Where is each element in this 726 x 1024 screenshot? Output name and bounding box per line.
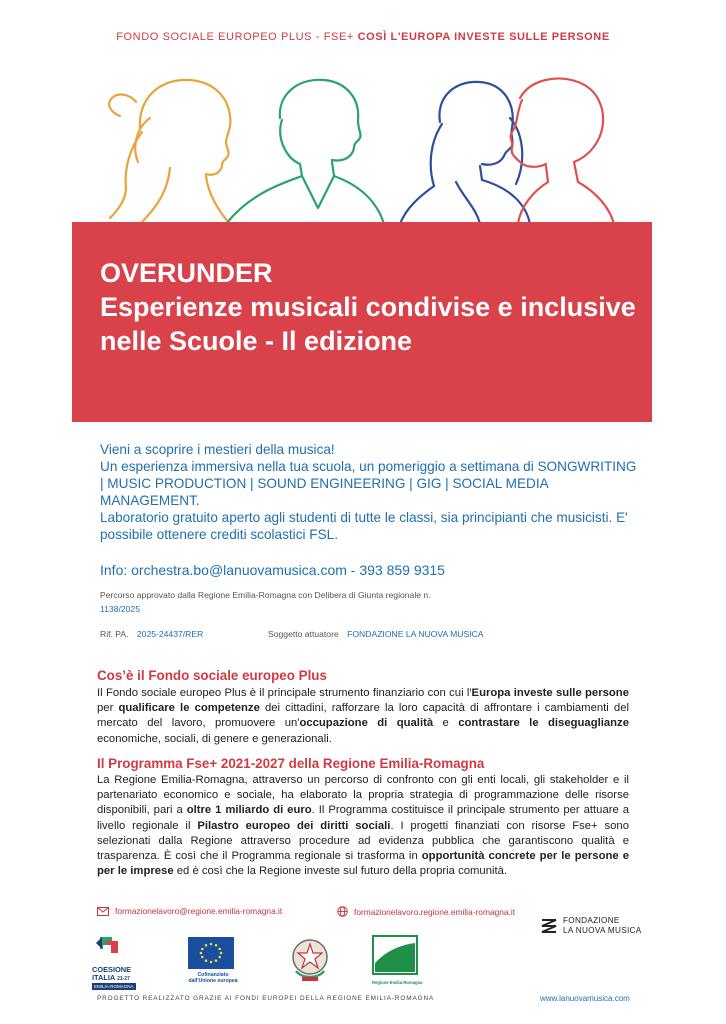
fondazione-line2: LA NUOVA MUSICA bbox=[563, 926, 642, 935]
coesione-mark-icon bbox=[92, 935, 122, 957]
globe-icon bbox=[337, 906, 348, 917]
section2-body bbox=[97, 773, 629, 879]
s1-text: per bbox=[97, 702, 119, 715]
approval-note bbox=[100, 588, 520, 616]
top-header bbox=[0, 31, 726, 43]
soggetto-attuatore bbox=[268, 629, 484, 639]
partner-logos bbox=[92, 935, 432, 991]
email-link[interactable]: formazionelavoro@regione.emilia-romagna.it bbox=[115, 906, 283, 916]
intro-p3: Laboratorio gratuito aperto agli studenti di tutte le classi, sia principianti che musicisti. E' possibile ottenere crediti scolastici FSL. bbox=[100, 510, 628, 542]
s1-text: e bbox=[433, 717, 459, 730]
mail-icon bbox=[97, 907, 109, 916]
coesione-band: EMILIA-ROMAGNA bbox=[92, 983, 136, 990]
s1-text: economiche, sociali, di genere e generazionali. bbox=[97, 732, 332, 745]
approval-number: 1138/2025 bbox=[100, 604, 140, 614]
header-prefix: FONDO SOCIALE EUROPEO PLUS - FSE+ bbox=[116, 31, 354, 43]
person-green-icon bbox=[226, 80, 384, 224]
coesione-line2: ITALIA bbox=[92, 973, 115, 982]
section2-title: Il Programma Fse+ 2021-2027 della Regione Emilia-Romagna bbox=[97, 756, 485, 771]
intro-p2: Un esperienza immersiva nella tua scuola, un pomeriggio a settimana di SONGWRITING | MUSIC PRODUCTION | SOUND ENGINEERING | GIG | SOCIAL MEDIA MANAGEMENT. bbox=[100, 459, 637, 508]
coesione-line1: COESIONE bbox=[92, 965, 132, 974]
footer-url-link[interactable]: www.lanuovamusica.com bbox=[540, 994, 630, 1003]
s2-bold: opportunità concrete per le persone e per le imprese bbox=[97, 850, 629, 878]
people-line-illustration bbox=[80, 58, 620, 224]
coesione-years: 21-27 bbox=[117, 976, 130, 982]
fondazione-logo bbox=[541, 916, 642, 936]
approval-text: Percorso approvato dalla Regione Emilia-Romagna con Delibera di Giunta regionale n. bbox=[100, 590, 431, 600]
rif-pa-row bbox=[100, 629, 660, 639]
title-line-2: Esperienze musicali condivise e inclusive nelle Scuole - Il edizione bbox=[100, 292, 636, 356]
s2-text: . I progetti finanziati con risorse Fse+ sono selezionati dalla Regione attraverso procedure ad evidenza pubblica che garantiscono qualità e trasparenza. È così che il Programma regionale si trasforma in bbox=[97, 819, 629, 863]
fondazione-mark-icon bbox=[541, 917, 557, 935]
s1-text: Il Fondo sociale europeo Plus è il principale strumento finanziario con cui l' bbox=[97, 687, 472, 699]
sogg-label: Soggetto attuatore bbox=[268, 629, 339, 639]
eu-line2: dall'Unione europea bbox=[188, 978, 238, 984]
section1-body bbox=[97, 686, 629, 747]
web-contact[interactable] bbox=[337, 906, 515, 917]
s1-bold: contrastare le diseguaglianze bbox=[458, 717, 629, 730]
person-orange-icon bbox=[109, 80, 230, 224]
s2-text: ed è così che la Regione investe sul futuro della propria comunità. bbox=[173, 865, 508, 878]
email-contact[interactable] bbox=[97, 906, 282, 916]
s1-bold: occupazione di qualità bbox=[299, 717, 434, 730]
s1-text: dei cittadini, rafforzare la loro capacità di affrontare i cambiamenti del mercato del lavoro, promuovere un' bbox=[97, 702, 629, 730]
fondazione-line1: FONDAZIONE bbox=[563, 916, 620, 925]
intro-text bbox=[100, 441, 640, 543]
info-contact: Info: orchestra.bo@lanuovamusica.com - 393 859 9315 bbox=[100, 562, 445, 578]
emilia-romagna-logo bbox=[372, 935, 423, 985]
eu-flag-icon bbox=[188, 937, 234, 969]
s1-bold: Europa investe sulle persone bbox=[471, 687, 629, 699]
person-blue-icon bbox=[400, 82, 530, 224]
s2-bold: oltre 1 miliardo di euro bbox=[186, 804, 312, 817]
s2-text: . Il Programma costituisce il principale strumento per attuare a livello regionale il bbox=[97, 804, 629, 832]
sogg-value: FONDAZIONE LA NUOVA MUSICA bbox=[347, 629, 484, 639]
web-link[interactable]: formazionelavoro.regione.emilia-romagna.it bbox=[354, 906, 516, 917]
er-caption: Regione Emilia-Romagna bbox=[372, 980, 423, 985]
person-red-icon bbox=[511, 79, 614, 224]
s2-bold: Pilastro europeo dei diritti sociali bbox=[197, 819, 391, 832]
s1-bold: qualificare le competenze bbox=[118, 702, 260, 715]
intro-p1: Vieni a scoprire i mestieri della musica! bbox=[100, 442, 335, 457]
s2-text: La Regione Emilia-Romagna, attraverso un percorso di confronto con gli enti locali, gli stakeholder e il partenariato economico e sociale, ha elaborato la propria strategia di programmazione delle risorse disponibili, pari a bbox=[97, 774, 629, 817]
title-line-1: OVERUNDER bbox=[100, 258, 273, 288]
rif-value: 2025-24437/RER bbox=[136, 629, 204, 639]
title-banner bbox=[72, 222, 652, 422]
header-slogan: COSÌ L'EUROPA INVESTE SULLE PERSONE bbox=[357, 31, 610, 43]
footer-note: PROGETTO REALIZZATO GRAZIE AI FONDI EUROPEI DELLA REGIONE EMILIA-ROMAGNA bbox=[97, 995, 435, 1002]
coesione-italia-logo bbox=[92, 935, 152, 990]
rif-label: Rif. PA. bbox=[100, 629, 129, 639]
eu-line1: Cofinanziato bbox=[197, 972, 229, 978]
section1-title: Cos’è il Fondo sociale europeo Plus bbox=[97, 668, 327, 683]
emilia-romagna-mark-icon bbox=[372, 935, 418, 975]
italian-republic-emblem-icon bbox=[288, 935, 332, 985]
eu-cofinanced-logo bbox=[188, 937, 238, 984]
